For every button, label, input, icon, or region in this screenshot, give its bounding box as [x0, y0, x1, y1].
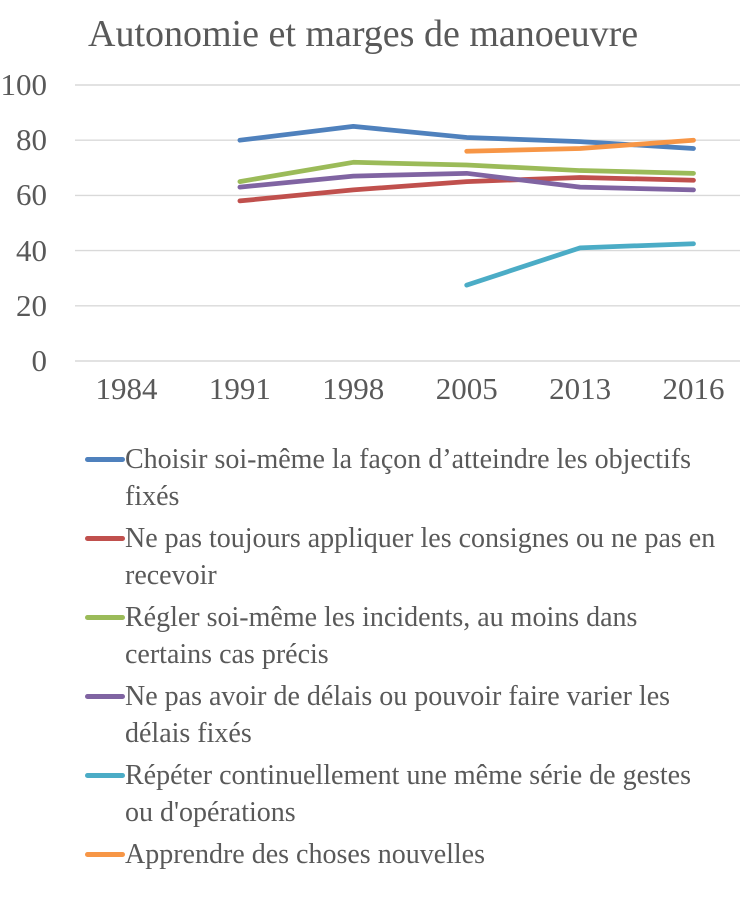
- x-axis-tick-label: 2005: [435, 371, 498, 406]
- y-axis-tick-label: 100: [0, 67, 47, 102]
- x-axis-tick-label: 1998: [322, 371, 385, 406]
- legend-label: Ne pas avoir de délais ou pouvoir faire varier les délais fixés: [125, 681, 671, 749]
- legend-item: [85, 836, 730, 873]
- legend-item: [85, 441, 730, 515]
- y-axis-tick-label: 0: [31, 343, 47, 378]
- y-axis-tick-label: 80: [16, 122, 47, 158]
- legend: [85, 441, 730, 878]
- x-axis-tick-label: 1984: [95, 371, 158, 406]
- legend-item: [85, 599, 730, 673]
- legend-label: Régler soi-même les incidents, au moins dans certains cas précis: [125, 602, 638, 670]
- legend-label: Répéter continuellement une même série de gestes ou d'opérations: [125, 760, 692, 828]
- chart-title: Autonomie et marges de manoeuvre: [88, 13, 639, 55]
- legend-swatch: [85, 615, 125, 620]
- y-axis-tick-label: 60: [16, 177, 47, 213]
- legend-label: Ne pas toujours appliquer les consignes ou ne pas en recevoir: [125, 523, 716, 591]
- legend-label: Apprendre des choses nouvelles: [125, 839, 486, 870]
- plot-area: [0, 0, 743, 430]
- legend-swatch: [85, 457, 125, 462]
- y-axis-tick-label: 40: [16, 232, 47, 268]
- legend-swatch: [85, 536, 125, 541]
- legend-label: Choisir soi-même la façon d’atteindre les objectifs fixés: [125, 444, 692, 512]
- legend-swatch: [85, 773, 125, 778]
- legend-swatch: [85, 694, 125, 699]
- x-axis-tick-label: 2013: [549, 371, 612, 406]
- legend-swatch: [85, 852, 125, 857]
- legend-item: [85, 757, 730, 831]
- x-axis-tick-label: 2016: [662, 371, 725, 406]
- legend-item: [85, 678, 730, 752]
- line-chart: [0, 0, 743, 430]
- legend-item: [85, 520, 730, 594]
- y-axis-tick-label: 20: [16, 287, 47, 323]
- x-axis-tick-label: 1991: [208, 371, 271, 406]
